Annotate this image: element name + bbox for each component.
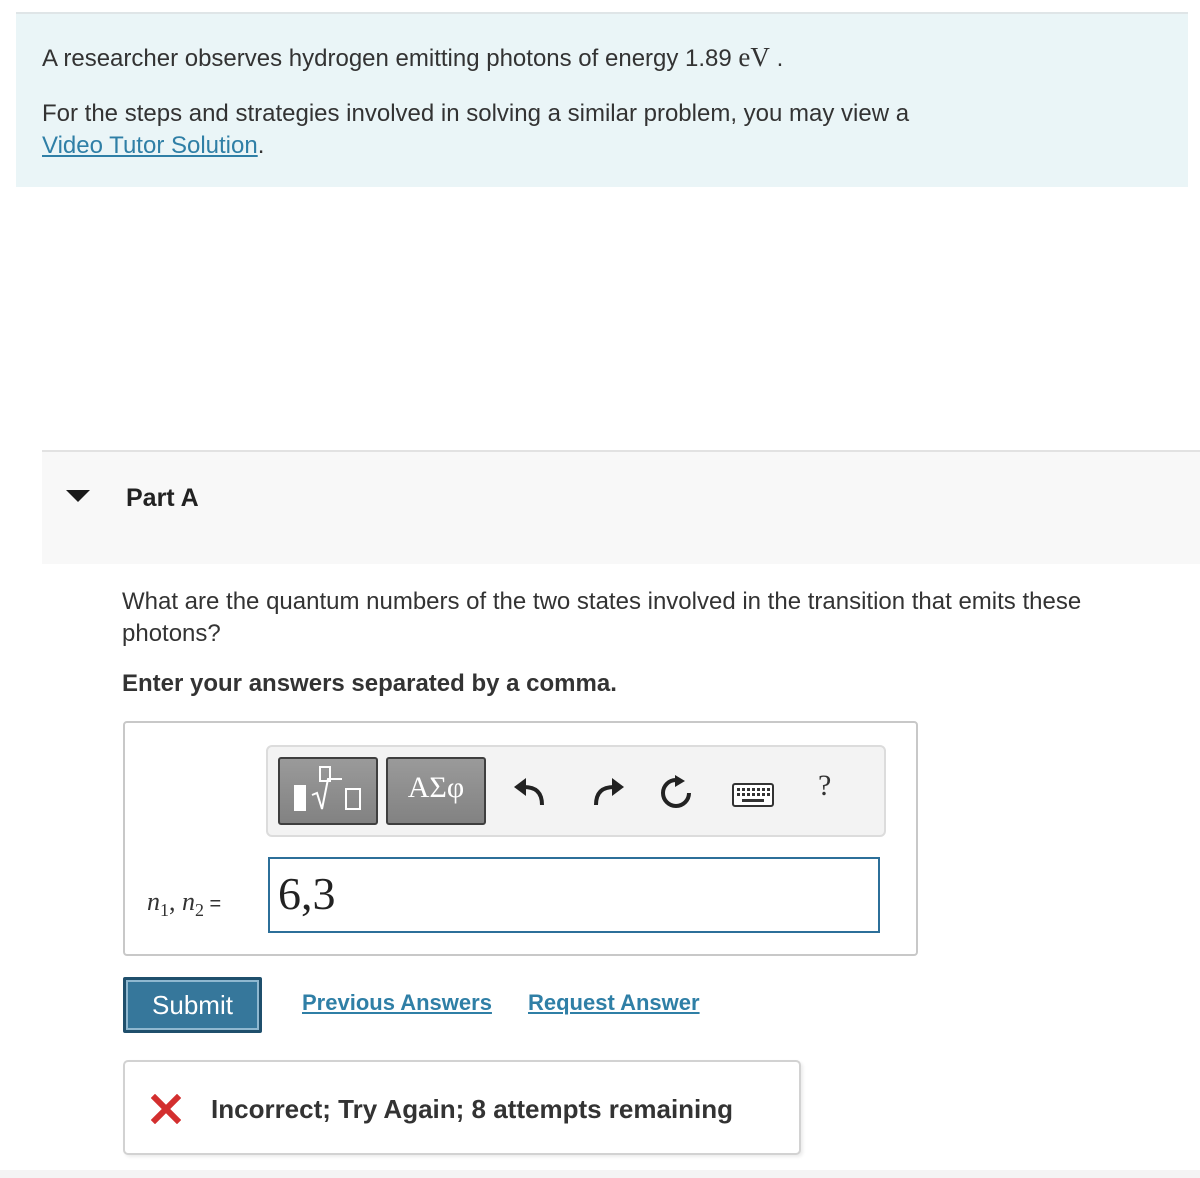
templates-icon (280, 759, 376, 823)
submit-button[interactable]: Submit (123, 977, 262, 1033)
previous-answers-link[interactable]: Previous Answers (302, 990, 492, 1015)
problem-text: A researcher observes hydrogen emitting photons of energy 1.89 (42, 45, 739, 72)
bottom-divider (0, 1170, 1200, 1178)
question-text: What are the quantum numbers of the two states involved in the transition that emits these photons? (122, 588, 1082, 647)
var-sub2: 2 (195, 900, 204, 921)
collapse-caret-icon[interactable] (66, 490, 90, 502)
video-tutor-link[interactable]: Video Tutor Solution (42, 132, 258, 159)
math-toolbar (266, 745, 886, 837)
equals-sign: = (204, 893, 222, 915)
undo-icon[interactable] (512, 777, 548, 807)
var-sub1: 1 (160, 900, 169, 921)
request-answer-link[interactable]: Request Answer (528, 990, 700, 1015)
reset-icon[interactable] (658, 775, 694, 811)
var-separator: , (169, 887, 182, 916)
video-tutor-hint: For the steps and strategies involved in solving a similar problem, you may view a (42, 100, 910, 127)
answer-instruction: Enter your answers separated by a comma. (122, 670, 617, 697)
answer-box (123, 721, 918, 956)
var-n1: n (147, 887, 160, 916)
feedback-message: Incorrect; Try Again; 8 attempts remaining (211, 1094, 734, 1124)
answer-input[interactable] (268, 857, 880, 933)
problem-end: . (769, 45, 784, 72)
answer-value: 6,3 (278, 868, 336, 919)
help-icon[interactable]: ? (818, 769, 832, 802)
answer-variable-label (147, 887, 221, 921)
var-n2: n (182, 887, 195, 916)
feedback-box (123, 1060, 801, 1155)
templates-button[interactable] (278, 757, 378, 825)
part-title: Part A (126, 484, 199, 512)
redo-icon[interactable] (590, 777, 626, 807)
greek-letters-icon: ΑΣφ (407, 771, 465, 804)
energy-unit: eV (738, 42, 770, 72)
problem-intro (16, 12, 1188, 187)
video-tutor-line (42, 132, 264, 160)
period: . (257, 132, 265, 159)
part-a-header[interactable] (42, 450, 1200, 564)
keyboard-icon[interactable] (732, 783, 774, 807)
problem-statement (42, 42, 783, 73)
incorrect-x-icon (151, 1094, 181, 1124)
greek-letters-button[interactable] (386, 757, 486, 825)
